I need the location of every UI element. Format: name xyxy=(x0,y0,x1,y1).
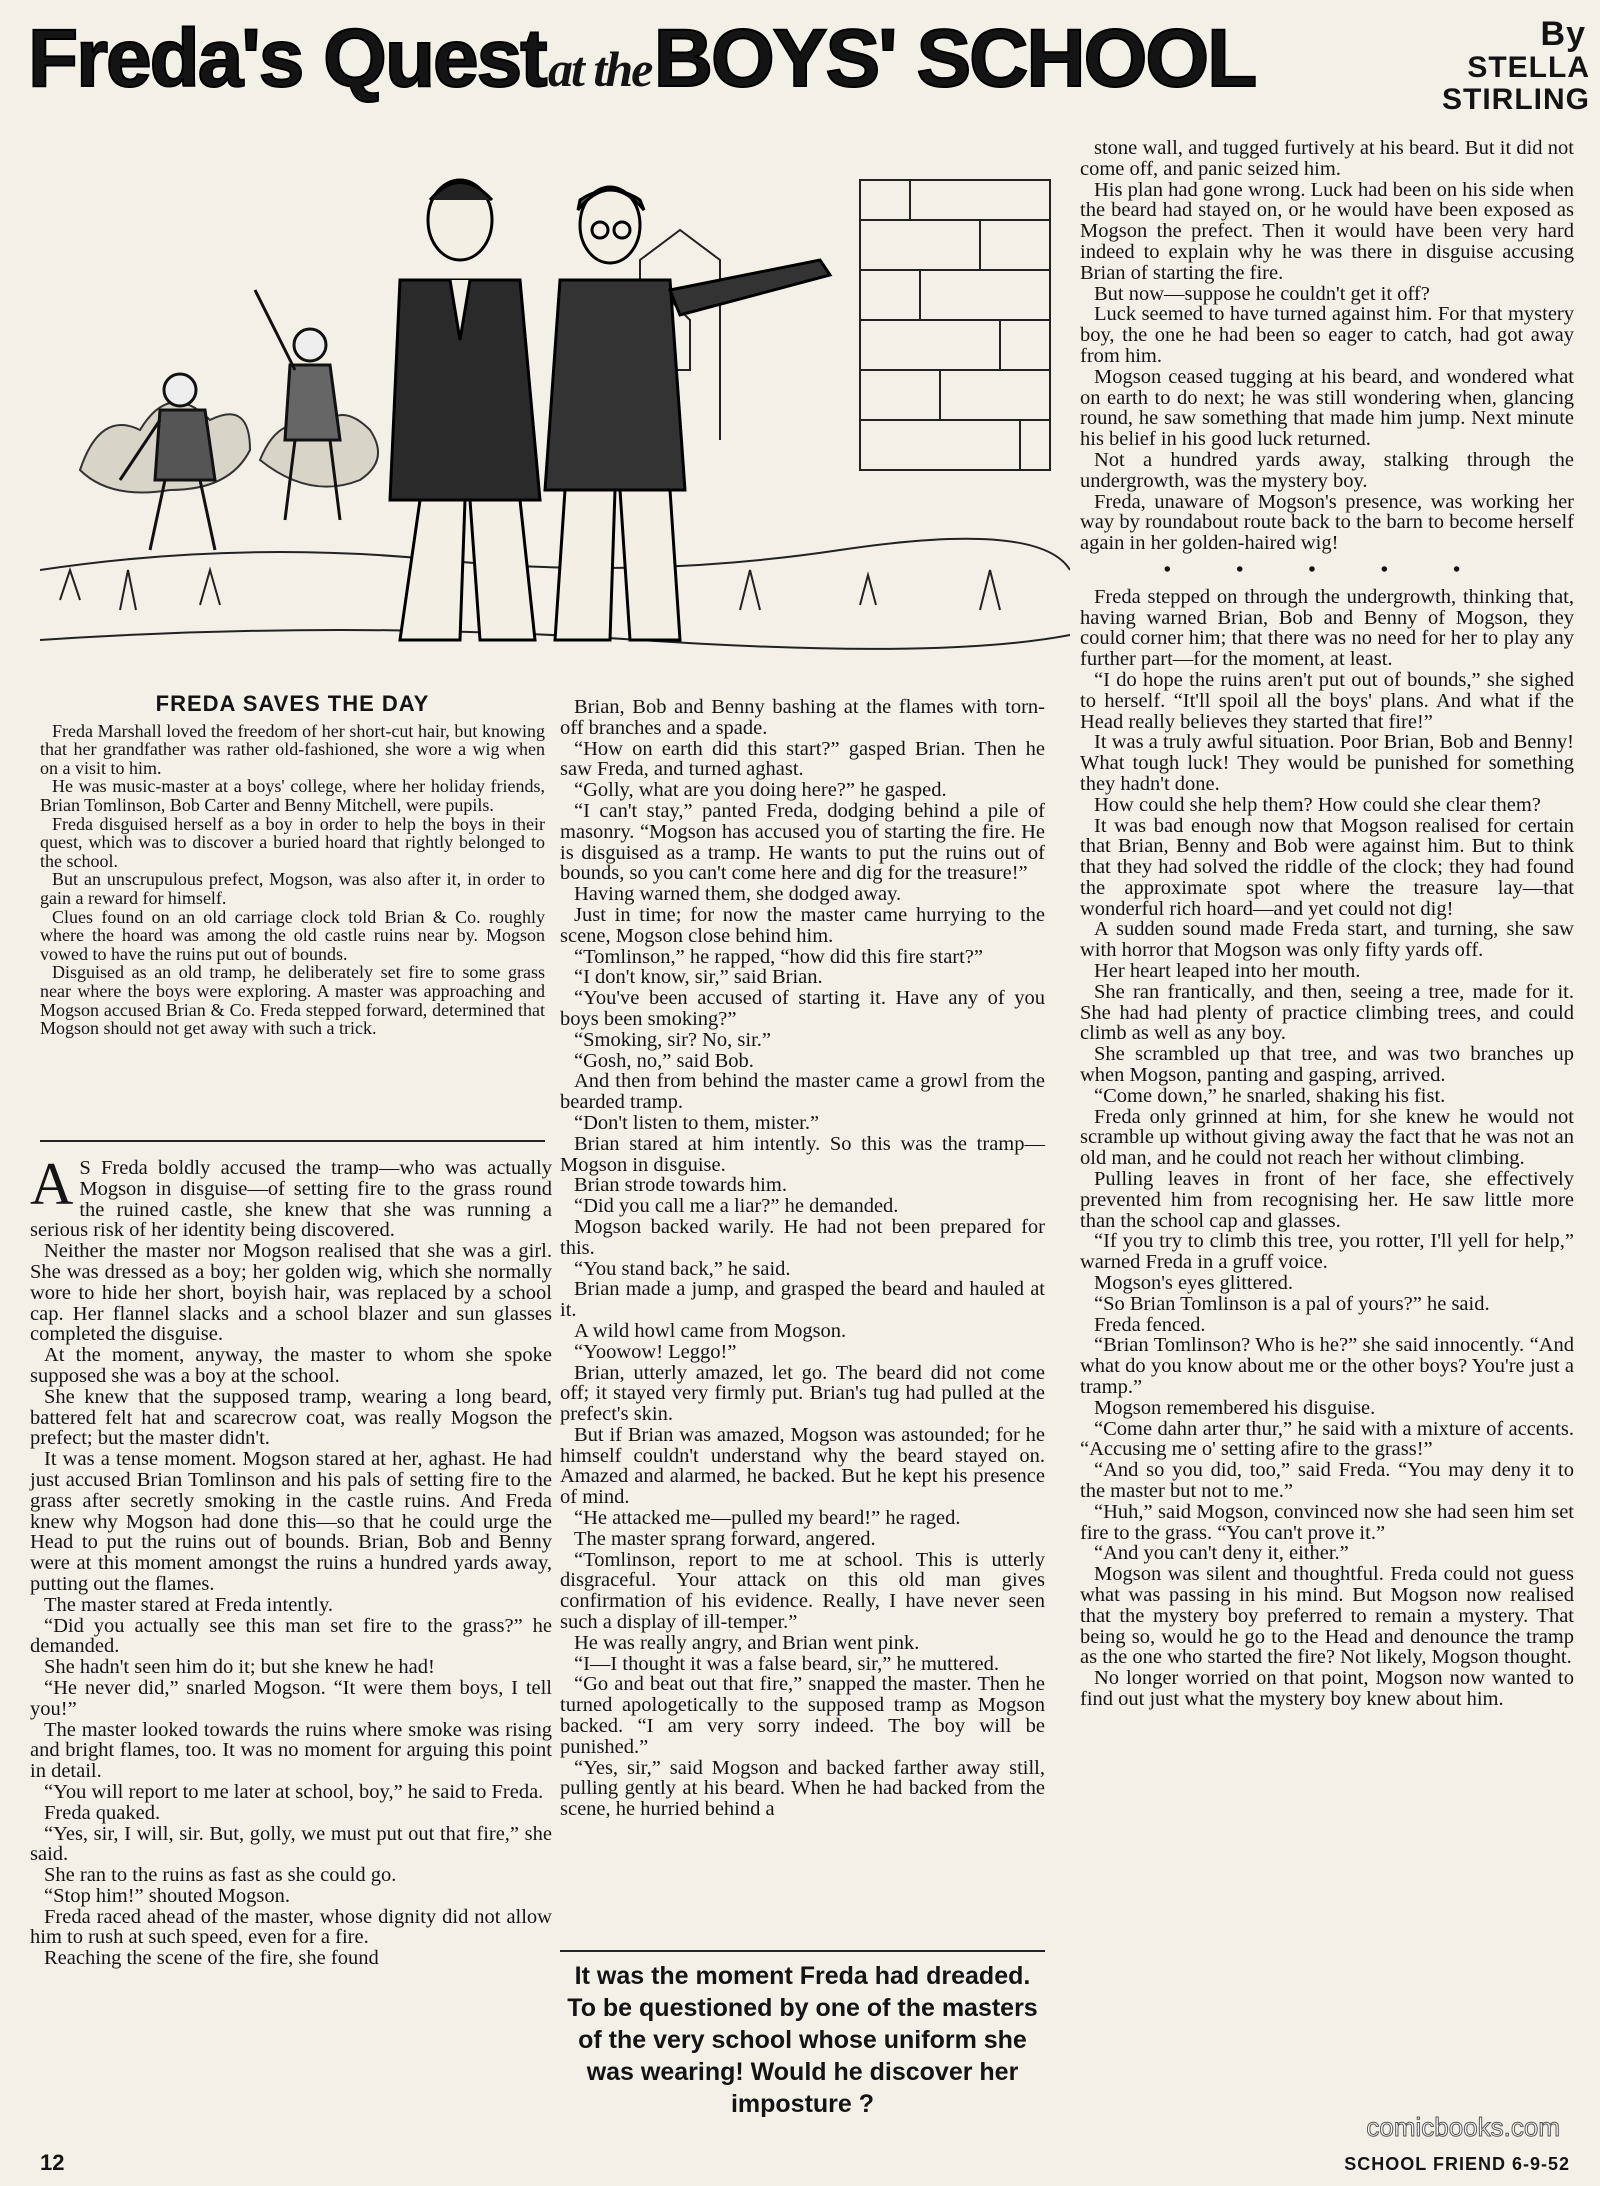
story-paragraph: Brian strode towards him. xyxy=(574,1174,787,1197)
story-paragraph: “Brian Tomlinson? Who is he?” she said innocently. “And what do you know about me or the other boys? You're just a tramp.” xyxy=(1080,1334,1574,1399)
story-paragraph: It was a tense moment. Mogson stared at her, aghast. He had just accused Brian Tomlinson and his pals of setting fire to the grass after secretly smoking in the castle ruins. And Freda knew why Mogson had done this—so that he could urge the Head to put the ruins out of bounds. Brian, Bob and Benny were at this moment amongst the ruins a hundred yards away, putting out the flames. xyxy=(30,1448,552,1595)
column-2-paragraphs xyxy=(560,697,1045,1820)
story-paragraph: “I do hope the ruins aren't put out of bounds,” she sighed to herself. “It'll spoil all the boys' plans. And what if the Head really believes they started that fire!” xyxy=(1080,668,1574,733)
castle-ruins xyxy=(640,180,1050,470)
story-paragraph: Freda only grinned at him, for she knew he would not scramble up without giving away the fact that he was not an old man, and he could not reach her without climbing. xyxy=(1080,1105,1574,1170)
story-paragraph: The master stared at Freda intently. xyxy=(44,1593,333,1616)
story-paragraph: His plan had gone wrong. Luck had been on his side when the beard had stayed on, or he would have been exposed as Mogson the prefect. Then it would have been very hard indeed to explain why he was there in disguise accusing Brian of starting the fire. xyxy=(1080,178,1574,284)
story-paragraph: “Golly, what are you doing here?” he gasped. xyxy=(574,779,947,802)
summary-paragraph: Freda Marshall loved the freedom of her short-cut hair, but knowing that her grandfather was rather old-fashioned, she wore a wig when on a visit to him. xyxy=(40,720,545,778)
story-paragraph: It was bad enough now that Mogson realised for certain that Brian, Benny and Bob were against him. But to think that they had solved the riddle of the clock; they had found the approximate spot where the treasure lay—that wonderful rich hoard—and yet could not dig! xyxy=(1080,814,1574,920)
story-paragraph: Mogson's eyes glittered. xyxy=(1094,1272,1293,1295)
story-paragraph: Reaching the scene of the fire, she found xyxy=(44,1947,379,1970)
story-paragraph: “Did you actually see this man set fire to the grass?” he demanded. xyxy=(30,1614,552,1658)
story-paragraph: “Don't listen to them, mister.” xyxy=(574,1111,820,1134)
story-paragraph: She knew that the supposed tramp, wearing a long beard, battered felt hat and scarecrow coat, was really Mogson the prefect; but the master didn't. xyxy=(30,1385,552,1450)
story-column-1 xyxy=(30,1151,552,1970)
story-paragraph: “And so you did, too,” said Freda. “You may deny it to the master but not to me.” xyxy=(1080,1459,1574,1502)
story-paragraph: “Yes, sir, I will, sir. But, golly, we must put out that fire,” she said. xyxy=(30,1822,552,1866)
summary-divider xyxy=(40,1140,545,1142)
blurb-divider xyxy=(560,1950,1045,1952)
story-paragraph: Having warned them, she dodged away. xyxy=(574,883,902,906)
story-paragraph: Freda fenced. xyxy=(1094,1313,1206,1336)
page-number: 12 xyxy=(40,2150,65,2175)
summary-paragraph: Freda disguised herself as a boy in order to help the boys in their quest, which was to discover a buried hoard that rightly belonged to the school. xyxy=(40,813,545,871)
story-paragraph: “Did you call me a liar?” he demanded. xyxy=(574,1195,899,1218)
title-part-3: BOYS' SCHOOL xyxy=(653,13,1256,104)
opening-paragraph xyxy=(30,1151,552,1242)
scene-break: • • • • • xyxy=(1163,558,1491,581)
author-last-name: STIRLING xyxy=(1442,83,1590,116)
teaser-blurb: It was the moment Freda had dreaded. To be questioned by one of the masters of the very school whose uniform she was wearing! Would he discover her imposture ? xyxy=(567,1962,1038,2118)
story-paragraph: Freda raced ahead of the master, whose dignity did not allow him to rush at such speed, even for a fire. xyxy=(30,1905,552,1949)
story-paragraph: “You've been accused of starting it. Have any of you boys been smoking?” xyxy=(560,987,1045,1030)
story-paragraph: Freda quaked. xyxy=(44,1801,161,1824)
story-paragraph: “I—I thought it was a false beard, sir,” he muttered. xyxy=(574,1652,999,1675)
summary-paragraph: He was music-master at a boys' college, where her holiday friends, Brian Tomlinson, Bob Carter and Benny Mitchell, were pupils. xyxy=(40,776,545,815)
summary-heading: FREDA SAVES THE DAY xyxy=(155,691,430,716)
summary-paragraph: Disguised as an old tramp, he deliberately set fire to some grass near where the boys were exploring. A master was approaching and Mogson accused Brian & Co. Freda stepped forward, determined that Mogson should not get away with such a trick. xyxy=(40,962,545,1039)
story-paragraph: “Yoowow! Leggo!” xyxy=(574,1340,737,1363)
story-paragraph: She scrambled up that tree, and was two branches up when Mogson, panting and gasping, arrived. xyxy=(1080,1043,1574,1087)
story-paragraph: Mogson remembered his disguise. xyxy=(1094,1396,1376,1419)
story-paragraph: “And you can't deny it, either.” xyxy=(1094,1542,1349,1565)
story-paragraph: A sudden sound made Freda start, and turning, she saw with horror that Mogson was only fifty yards off. xyxy=(1080,918,1574,962)
story-paragraph: It was a truly awful situation. Poor Brian, Bob and Benny! What tough luck! They would be punished for something they hadn't done. xyxy=(1080,731,1574,795)
story-paragraph: Mogson ceased tugging at his beard, and wondered what on earth to do next; he was still wondering when, glancing round, he saw something that made him jump. Next minute his belief in his good luck returned. xyxy=(1080,365,1574,451)
story-paragraph: Brian, utterly amazed, let go. The beard did not come off; it stayed very firmly put. Brian's tug had pulled at the prefect's skin. xyxy=(560,1361,1045,1426)
watermark: comicbooks.com xyxy=(1366,2112,1560,2142)
story-paragraph: She hadn't seen him do it; but she knew he had! xyxy=(44,1656,435,1679)
summary-paragraph: Clues found on an old carriage clock told Brian & Co. roughly where the hoard was among the old castle ruins near by. Mogson vowed to have the ruins put out of bounds. xyxy=(40,906,545,964)
story-paragraph: “Huh,” said Mogson, convinced now she had seen him set fire to the grass. “You can't prove it.” xyxy=(1080,1500,1574,1544)
story-paragraph: “Yes, sir,” said Mogson and backed farther away still, pulling gently at his beard. When he had backed from the scene, he hurried behind a xyxy=(560,1756,1045,1821)
story-paragraph: “How on earth did this start?” gasped Brian. Then he saw Freda, and turned aghast. xyxy=(560,737,1045,781)
story-paragraph: How could she help them? How could she clear them? xyxy=(1094,793,1541,816)
byline xyxy=(1380,15,1590,116)
story-column-2 xyxy=(560,697,1045,1820)
story-paragraph: “He attacked me—pulled my beard!” he raged. xyxy=(574,1507,961,1530)
story-paragraph: At the moment, anyway, the master to whom she spoke supposed she was a boy at the school. xyxy=(30,1344,552,1387)
story-paragraph: No longer worried on that point, Mogson now wanted to find out just what the mystery boy knew about him. xyxy=(1080,1667,1574,1710)
title-part-1: Freda's Quest xyxy=(28,13,546,104)
story-paragraph: She ran to the ruins as fast as she could go. xyxy=(44,1864,397,1887)
story-paragraph: Brian made a jump, and grasped the beard and hauled at it. xyxy=(560,1278,1045,1322)
brian-figure xyxy=(390,180,540,640)
story-paragraph: The master sprang forward, angered. xyxy=(574,1527,876,1550)
drop-cap: A xyxy=(30,1151,74,1217)
story-paragraph: And then from behind the master came a growl from the bearded tramp. xyxy=(560,1070,1045,1114)
story-paragraph: “Come dahn arter thur,” he said with a mixture of accents. “Accusing me o' setting afire to the grass!” xyxy=(1080,1417,1574,1461)
story-paragraph: A wild howl came from Mogson. xyxy=(574,1319,847,1342)
story-paragraph: But now—suppose he couldn't get it off? xyxy=(1094,282,1430,305)
story-paragraph: Brian stared at him intently. So this was the tramp—Mogson in disguise. xyxy=(560,1132,1045,1176)
story-paragraph: Pulling leaves in front of her face, she effectively prevented him from recognising her. He saw little more than the school cap and glasses. xyxy=(1080,1168,1574,1232)
story-paragraph: Her heart leaped into her mouth. xyxy=(1094,960,1361,983)
story-paragraph: stone wall, and tugged furtively at his beard. But it did not come off, and panic seized him. xyxy=(1080,137,1574,180)
story-paragraph: “Tomlinson, report to me at school. This is utterly disgraceful. Your attack on this old man gives confirmation of his evidence. Really, I have never seen such a display of ill-temper.” xyxy=(560,1548,1045,1634)
story-paragraph: Mogson was silent and thoughtful. Freda could not guess what was passing in his mind. But Mogson now realised that the mystery boy preferred to remain a mystery. That being so, would he go to the Head and denounce the tramp as the one who started the fire? Not likely, Mogson thought. xyxy=(1080,1563,1574,1669)
story-paragraph: The master looked towards the ruins where smoke was rising and bright flames, too. It was no moment for arguing this point in detail. xyxy=(30,1718,552,1783)
column-3-bottom-paragraphs xyxy=(1080,587,1574,1710)
story-paragraph: “Go and beat out that fire,” snapped the master. Then he turned apologetically to the supposed tramp as Mogson backed. “I am very sorry indeed. The boy will be punished.” xyxy=(560,1673,1045,1758)
story-paragraph: Brian, Bob and Benny bashing at the flames with torn-off branches and a spade. xyxy=(560,696,1045,739)
story-illustration xyxy=(40,140,1070,660)
summary-paragraph: But an unscrupulous prefect, Mogson, was also after it, in order to gain a reward for himself. xyxy=(40,869,545,908)
story-paragraph: But if Brian was amazed, Mogson was astounded; for he himself couldn't understand why the beard stayed on. Amazed and alarmed, he backed. But he kept his presence of mind. xyxy=(560,1423,1045,1509)
story-paragraph: “He never did,” snarled Mogson. “It were them boys, I tell you!” xyxy=(30,1676,552,1720)
story-paragraph: Just in time; for now the master came hurrying to the scene, Mogson close behind him. xyxy=(560,903,1045,947)
opening-text: S Freda boldly accused the tramp—who was actually Mogson in disguise—of setting fire to the grass round the ruined castle, she knew that she was running a serious risk of her identity being discovered. xyxy=(30,1157,552,1242)
story-paragraph: Freda stepped on through the undergrowth, thinking that, having warned Brian, Bob and Benny of Mogson, they could corner him; that there was no need for her to play any further part—for the moment, at least. xyxy=(1080,585,1574,671)
story-paragraph: “I don't know, sir,” said Brian. xyxy=(574,966,823,989)
story-column-3 xyxy=(1080,138,1574,1710)
story-paragraph: “Gosh, no,” said Bob. xyxy=(574,1049,754,1072)
story-paragraph: “I can't stay,” panted Freda, dodging behind a pile of masonry. “Mogson has accused you of starting the fire. He is disguised as a tramp. He wants to put the ruins out of bounds, so you can't come here and dig for the treasure!” xyxy=(560,799,1045,885)
story-paragraph: Neither the master nor Mogson realised that she was a girl. She was dressed as a boy; her golden wig, which she normally wore to hide her short, boyish hair, was replaced by a school cap. Her flannel slacks and a school blazer and sun glasses completed the disguise. xyxy=(30,1240,552,1346)
story-paragraph: “Tomlinson,” he rapped, “how did this fire start?” xyxy=(574,945,984,968)
story-paragraph: Mogson backed warily. He had not been prepared for this. xyxy=(560,1215,1045,1259)
story-paragraph: “So Brian Tomlinson is a pal of yours?” he said. xyxy=(1094,1292,1490,1315)
column-1-paragraphs xyxy=(30,1241,552,1969)
story-paragraph: “You stand back,” he said. xyxy=(574,1257,791,1280)
story-paragraph: “You will report to me later at school, boy,” he said to Freda. xyxy=(44,1780,544,1803)
author-first-name: STELLA xyxy=(1467,51,1590,84)
story-paragraph: Luck seemed to have turned against him. For that mystery boy, the one he had been so eager to catch, had got away from him. xyxy=(1080,303,1574,367)
story-paragraph: Not a hundred yards away, stalking through the undergrowth, was the mystery boy. xyxy=(1080,448,1574,492)
freda-figure xyxy=(545,187,830,640)
story-paragraph: “If you try to climb this tree, you rotter, I'll yell for help,” warned Freda in a gruff voice. xyxy=(1080,1230,1574,1274)
story-paragraph: He was really angry, and Brian went pink. xyxy=(574,1631,920,1654)
story-paragraph: “Stop him!” shouted Mogson. xyxy=(44,1884,290,1907)
story-summary xyxy=(40,691,545,1039)
byline-by: By xyxy=(1540,15,1586,53)
story-paragraph: Freda, unaware of Mogson's presence, was working her way by roundabout route back to the barn to become herself again in her golden-haired wig! xyxy=(1080,490,1574,555)
title-part-2: at the xyxy=(548,41,652,97)
story-paragraph: “Smoking, sir? No, sir.” xyxy=(574,1028,772,1051)
column-3-top-paragraphs xyxy=(1080,138,1574,554)
story-paragraph: She ran frantically, and then, seeing a tree, made for it. She had had plenty of practice climbing trees, and could climb as well as any boy. xyxy=(1080,980,1574,1045)
magazine-issue: SCHOOL FRIEND 6-9-52 xyxy=(1344,2154,1570,2174)
story-title xyxy=(28,12,1388,130)
story-paragraph: “Come down,” he snarled, shaking his fist. xyxy=(1094,1084,1446,1107)
